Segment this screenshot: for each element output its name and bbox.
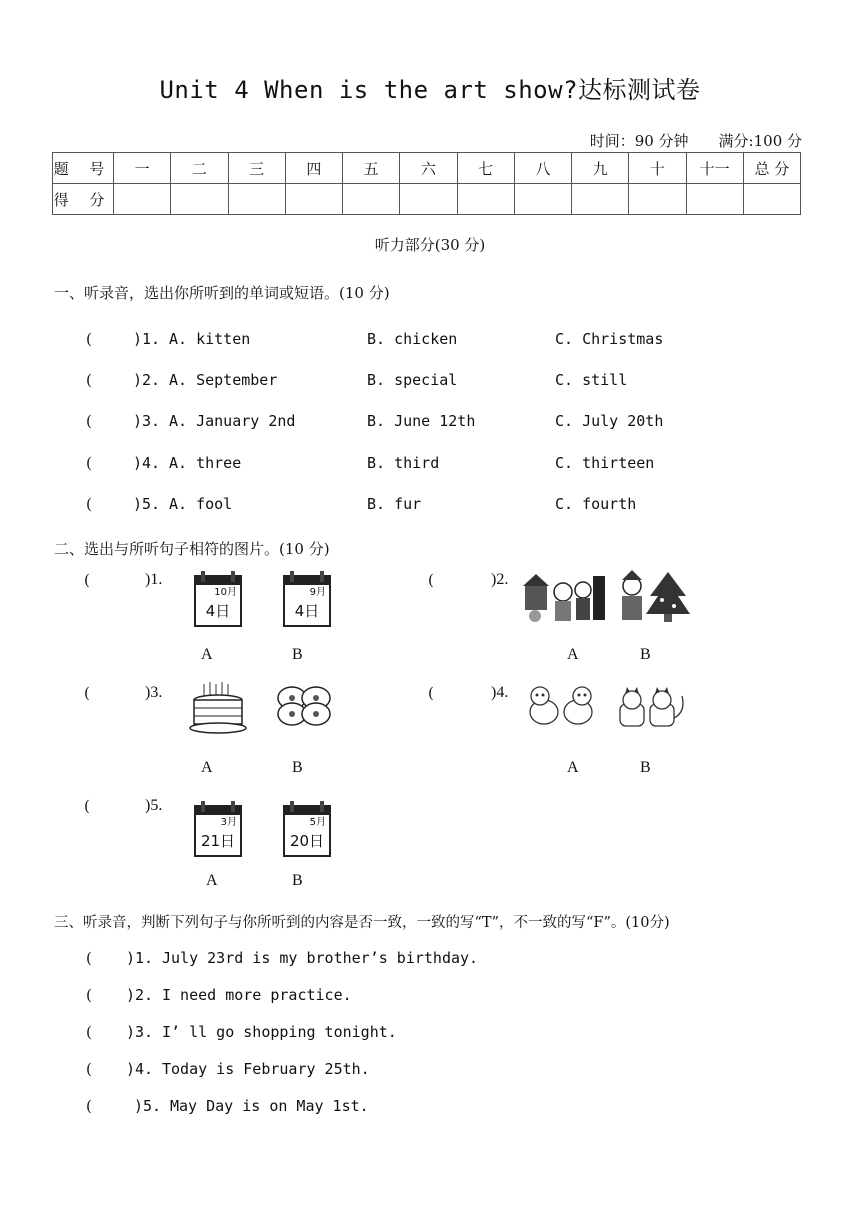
- option-c: C. Christmas: [555, 330, 664, 348]
- option-c: C. fourth: [555, 495, 637, 513]
- col-header: 十: [629, 153, 686, 184]
- option-a: A. January 2nd: [169, 412, 296, 430]
- answer-blank[interactable]: (: [86, 1097, 92, 1115]
- col-header: 十一: [686, 153, 743, 184]
- calendar-icon: [282, 570, 332, 628]
- score-table: [52, 152, 801, 215]
- picture-label-a: A: [201, 759, 213, 776]
- question-number: )3.: [126, 1023, 154, 1041]
- option-c: C. July 20th: [555, 412, 664, 430]
- picture-label-a: A: [201, 646, 213, 663]
- answer-blank[interactable]: (: [428, 571, 434, 589]
- picture-label-b: B: [292, 872, 303, 889]
- col-header: 九: [572, 153, 629, 184]
- row-head-score: 得 分: [53, 184, 114, 215]
- question-number: )2.: [491, 571, 509, 588]
- answer-blank[interactable]: (: [86, 412, 92, 430]
- answer-blank[interactable]: (: [84, 797, 90, 815]
- calendar-icon: [193, 570, 243, 628]
- calendar-day: 4日: [294, 602, 320, 620]
- puppies-picture: [526, 684, 598, 730]
- answer-blank[interactable]: (: [86, 949, 92, 967]
- option-c: C. thirteen: [555, 454, 655, 472]
- exam-meta: [590, 130, 802, 151]
- question-number: )5.: [134, 1097, 162, 1115]
- col-header: 五: [343, 153, 400, 184]
- question-number: )2.: [126, 986, 154, 1004]
- part2-heading: 二、选出与所听句子相符的图片。(10 分): [54, 540, 330, 558]
- picture-label-a: A: [567, 646, 579, 663]
- listening-section-header: 听力部分(30 分): [374, 236, 486, 254]
- statement-text: May Day is on May 1st.: [170, 1097, 369, 1115]
- col-header: 七: [457, 153, 514, 184]
- score-cell[interactable]: [171, 184, 228, 215]
- answer-blank[interactable]: (: [86, 330, 92, 348]
- question-number: )3.: [133, 412, 161, 430]
- option-a: A. fool: [169, 495, 233, 513]
- calendar-icon: [193, 800, 243, 858]
- answer-blank[interactable]: (: [84, 571, 90, 589]
- calendar-month: 5月: [309, 817, 326, 828]
- option-b: B. third: [367, 454, 440, 472]
- calendar-month: 3月: [220, 817, 237, 828]
- col-header: 三: [228, 153, 285, 184]
- picture-label-b: B: [640, 646, 651, 663]
- calendar-month: 10月: [214, 587, 237, 598]
- col-header: 八: [514, 153, 571, 184]
- calendar-day: 4日: [205, 602, 231, 620]
- part1-heading: 一、听录音，选出你所听到的单词或短语。(10 分): [54, 284, 390, 302]
- statement-text: I’ ll go shopping tonight.: [162, 1023, 397, 1041]
- mooncakes-picture: [276, 684, 332, 728]
- score-cell[interactable]: [457, 184, 514, 215]
- option-b: B. fur: [367, 495, 422, 513]
- question-number: )1.: [126, 949, 154, 967]
- question-number: )1.: [133, 330, 161, 348]
- calendar-icon: [282, 800, 332, 858]
- score-table-header-row: [53, 153, 801, 184]
- picture-label-b: B: [640, 759, 651, 776]
- option-c: C. still: [555, 371, 628, 389]
- question-number: )4.: [133, 454, 161, 472]
- answer-blank[interactable]: (: [86, 371, 92, 389]
- col-header: 一: [114, 153, 171, 184]
- option-b: B. June 12th: [367, 412, 476, 430]
- col-header: 二: [171, 153, 228, 184]
- question-number: )1.: [145, 571, 163, 588]
- score-cell[interactable]: [629, 184, 686, 215]
- part3-heading: 三、听录音，判断下列句子与你所听到的内容是否一致，一致的写“T”，不一致的写“F”。(10分): [54, 915, 670, 931]
- time-limit: 时间：90 分钟: [589, 132, 689, 150]
- question-number: )4.: [491, 684, 509, 701]
- answer-blank[interactable]: (: [86, 1023, 92, 1041]
- birthday-cake-picture: [188, 682, 248, 734]
- statement-text: July 23rd is my brother’s birthday.: [162, 949, 479, 967]
- answer-blank[interactable]: (: [428, 684, 434, 702]
- score-cell[interactable]: [114, 184, 171, 215]
- answer-blank[interactable]: (: [84, 684, 90, 702]
- option-a: A. September: [169, 371, 278, 389]
- score-cell[interactable]: [686, 184, 743, 215]
- picture-label-a: A: [567, 759, 579, 776]
- answer-blank[interactable]: (: [86, 495, 92, 513]
- score-cell[interactable]: [285, 184, 342, 215]
- question-number: )3.: [145, 684, 163, 701]
- score-table-score-row: [53, 184, 801, 215]
- score-cell[interactable]: [743, 184, 800, 215]
- answer-blank[interactable]: (: [86, 986, 92, 1004]
- answer-blank[interactable]: (: [86, 1060, 92, 1078]
- col-header: 四: [285, 153, 342, 184]
- picture-label-a: A: [206, 872, 218, 889]
- score-cell[interactable]: [228, 184, 285, 215]
- row-head-question: 题 号: [53, 153, 114, 184]
- question-number: )5.: [133, 495, 161, 513]
- page-title: Unit 4 When is the art show?达标测试卷: [159, 76, 701, 104]
- score-cell[interactable]: [514, 184, 571, 215]
- kittens-picture: [616, 686, 688, 730]
- option-a: A. three: [169, 454, 242, 472]
- col-header: 总 分: [743, 153, 800, 184]
- answer-blank[interactable]: (: [86, 454, 92, 472]
- col-header: 六: [400, 153, 457, 184]
- score-cell[interactable]: [343, 184, 400, 215]
- picture-label-b: B: [292, 759, 303, 776]
- full-score: 满分:100 分: [718, 132, 802, 150]
- statement-text: Today is February 25th.: [162, 1060, 370, 1078]
- score-cell[interactable]: [572, 184, 629, 215]
- calendar-month: 9月: [309, 587, 326, 598]
- question-number: )2.: [133, 371, 161, 389]
- question-number: )4.: [126, 1060, 154, 1078]
- spring-festival-picture: [523, 570, 607, 626]
- option-b: B. special: [367, 371, 458, 389]
- statement-text: I need more practice.: [162, 986, 352, 1004]
- calendar-day: 20日: [289, 832, 325, 850]
- picture-label-b: B: [292, 646, 303, 663]
- option-b: B. chicken: [367, 330, 458, 348]
- christmas-picture: [614, 570, 690, 626]
- score-cell[interactable]: [400, 184, 457, 215]
- question-number: )5.: [145, 797, 163, 814]
- option-a: A. kitten: [169, 330, 251, 348]
- calendar-day: 21日: [200, 832, 236, 850]
